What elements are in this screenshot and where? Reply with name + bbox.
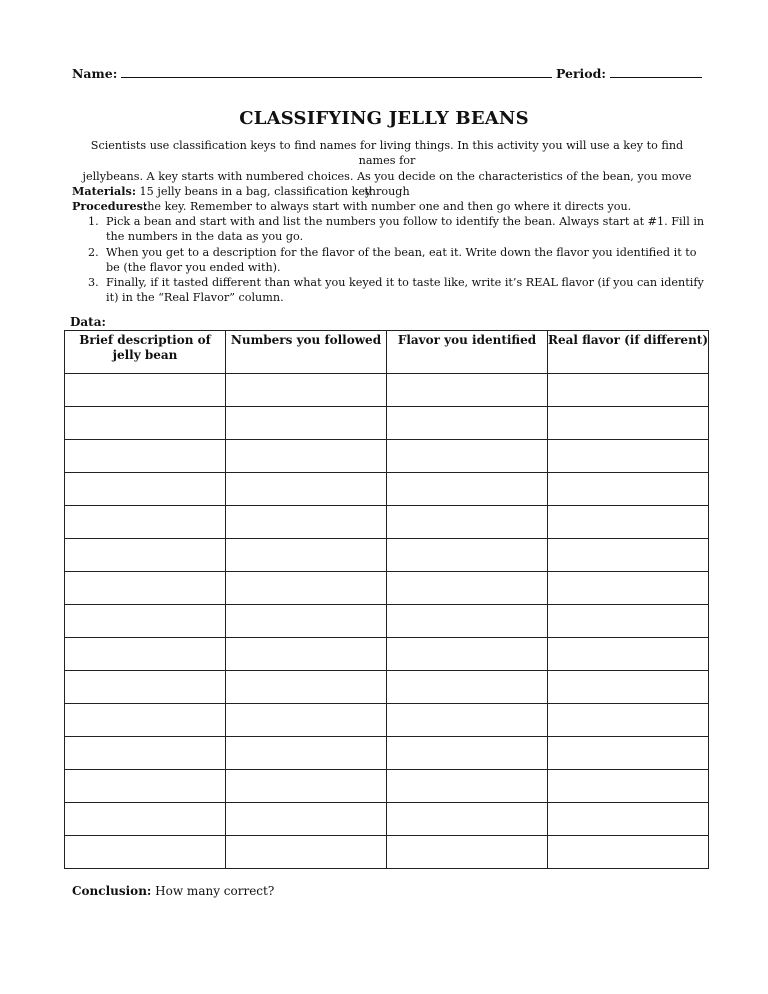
table-cell[interactable] — [387, 440, 548, 473]
table-cell[interactable] — [65, 803, 226, 836]
table-cell[interactable] — [226, 407, 387, 440]
table-cell[interactable] — [226, 803, 387, 836]
table-cell[interactable] — [226, 638, 387, 671]
table-cell[interactable] — [387, 374, 548, 407]
name-label: Name: — [72, 66, 118, 81]
table-row — [65, 671, 709, 704]
table-cell[interactable] — [226, 671, 387, 704]
procedures-list — [72, 214, 712, 306]
procedure-item — [72, 245, 712, 276]
column-header-numbers: Numbers you followed — [226, 331, 387, 374]
table-row — [65, 407, 709, 440]
data-label: Data: — [70, 315, 106, 329]
table-cell[interactable] — [387, 770, 548, 803]
intro-line: the key. Remember to always start with number one and then go where it directs you. — [142, 200, 632, 214]
table-cell[interactable] — [548, 836, 709, 869]
table-cell[interactable] — [387, 737, 548, 770]
table-cell[interactable] — [65, 671, 226, 704]
table-cell[interactable] — [387, 803, 548, 836]
table-cell[interactable] — [548, 638, 709, 671]
table-cell[interactable] — [226, 506, 387, 539]
table-row — [65, 473, 709, 506]
table-cell[interactable] — [548, 539, 709, 572]
table-cell[interactable] — [387, 506, 548, 539]
name-blank[interactable] — [121, 66, 552, 78]
table-cell[interactable] — [548, 737, 709, 770]
table-cell[interactable] — [548, 803, 709, 836]
table-row — [65, 539, 709, 572]
table-cell[interactable] — [548, 473, 709, 506]
table-cell[interactable] — [65, 836, 226, 869]
data-table — [64, 330, 709, 869]
table-cell[interactable] — [226, 737, 387, 770]
table-cell[interactable] — [548, 704, 709, 737]
table-cell[interactable] — [226, 605, 387, 638]
table-cell[interactable] — [387, 407, 548, 440]
table-header-row — [65, 331, 709, 374]
intro-line: jellybeans. A key starts with numbered choices. As you decide on the characteristics of the bean, you move through — [82, 169, 692, 198]
table-body — [65, 374, 709, 869]
table-cell[interactable] — [65, 407, 226, 440]
procedure-number: 3. — [88, 276, 99, 290]
procedure-item — [72, 275, 712, 306]
period-blank[interactable] — [610, 66, 702, 78]
intro-paragraph — [72, 138, 702, 214]
table-cell[interactable] — [65, 605, 226, 638]
table-cell[interactable] — [226, 572, 387, 605]
table-row — [65, 803, 709, 836]
table-row — [65, 572, 709, 605]
materials-label: Materials: — [72, 184, 136, 198]
materials-line — [72, 184, 702, 199]
table-cell[interactable] — [548, 440, 709, 473]
table-row — [65, 440, 709, 473]
table-cell[interactable] — [548, 506, 709, 539]
table-cell[interactable] — [548, 407, 709, 440]
table-cell[interactable] — [65, 374, 226, 407]
column-header-description: Brief description of jelly bean — [65, 331, 226, 374]
procedure-text: When you get to a description for the flavor of the bean, eat it. Write down the flavor you identified it to be (the flavor you ended with). — [106, 245, 697, 274]
table-cell[interactable] — [226, 440, 387, 473]
table-cell[interactable] — [387, 704, 548, 737]
table-cell[interactable] — [548, 374, 709, 407]
column-header-flavor: Flavor you identified — [387, 331, 548, 374]
procedure-text: Finally, if it tasted different than what you keyed it to taste like, write it’s REAL flavor (if you can identify it) in the “Real Flavor” column. — [106, 276, 704, 305]
procedure-number: 2. — [88, 245, 99, 259]
procedures-label: Procedures: — [72, 199, 148, 213]
table-row — [65, 770, 709, 803]
conclusion-label: Conclusion: — [72, 884, 152, 898]
header-line — [72, 66, 702, 81]
table-row — [65, 737, 709, 770]
table-cell[interactable] — [387, 572, 548, 605]
table-cell[interactable] — [65, 704, 226, 737]
table-cell[interactable] — [548, 605, 709, 638]
table-row — [65, 506, 709, 539]
table-cell[interactable] — [65, 638, 226, 671]
table-cell[interactable] — [226, 836, 387, 869]
table-cell[interactable] — [65, 473, 226, 506]
conclusion-line — [72, 884, 274, 898]
table-cell[interactable] — [65, 539, 226, 572]
intro-line: Scientists use classification keys to find names for living things. In this activity you will use a key to find names for — [90, 139, 684, 168]
table-cell[interactable] — [387, 473, 548, 506]
page-title: CLASSIFYING JELLY BEANS — [239, 108, 529, 129]
table-cell[interactable] — [387, 539, 548, 572]
table-cell[interactable] — [548, 572, 709, 605]
table-cell[interactable] — [65, 572, 226, 605]
table-cell[interactable] — [387, 605, 548, 638]
table-cell[interactable] — [387, 836, 548, 869]
table-cell[interactable] — [226, 374, 387, 407]
materials-text: 15 jelly beans in a bag, classification key — [136, 185, 372, 198]
period-label: Period: — [555, 66, 606, 81]
table-row — [65, 836, 709, 869]
table-cell[interactable] — [226, 473, 387, 506]
table-cell[interactable] — [65, 737, 226, 770]
conclusion-text: How many correct? — [151, 884, 275, 898]
table-cell[interactable] — [65, 506, 226, 539]
table-cell[interactable] — [226, 770, 387, 803]
table-row — [65, 638, 709, 671]
procedure-item — [72, 214, 712, 245]
table-cell[interactable] — [65, 440, 226, 473]
procedure-text: Pick a bean and start with and list the numbers you follow to identify the bean. Always start at #1. Fill in the numbers in the data as you go. — [106, 215, 705, 244]
table-cell[interactable] — [65, 770, 226, 803]
table-row — [65, 704, 709, 737]
table-row — [65, 374, 709, 407]
table-cell[interactable] — [387, 671, 548, 704]
table-cell[interactable] — [226, 539, 387, 572]
column-header-real-flavor: Real flavor (if different) — [548, 331, 709, 374]
table-cell[interactable] — [387, 638, 548, 671]
table-cell[interactable] — [548, 770, 709, 803]
table-cell[interactable] — [226, 704, 387, 737]
table-row — [65, 605, 709, 638]
procedure-number: 1. — [88, 215, 99, 228]
table-cell[interactable] — [548, 671, 709, 704]
